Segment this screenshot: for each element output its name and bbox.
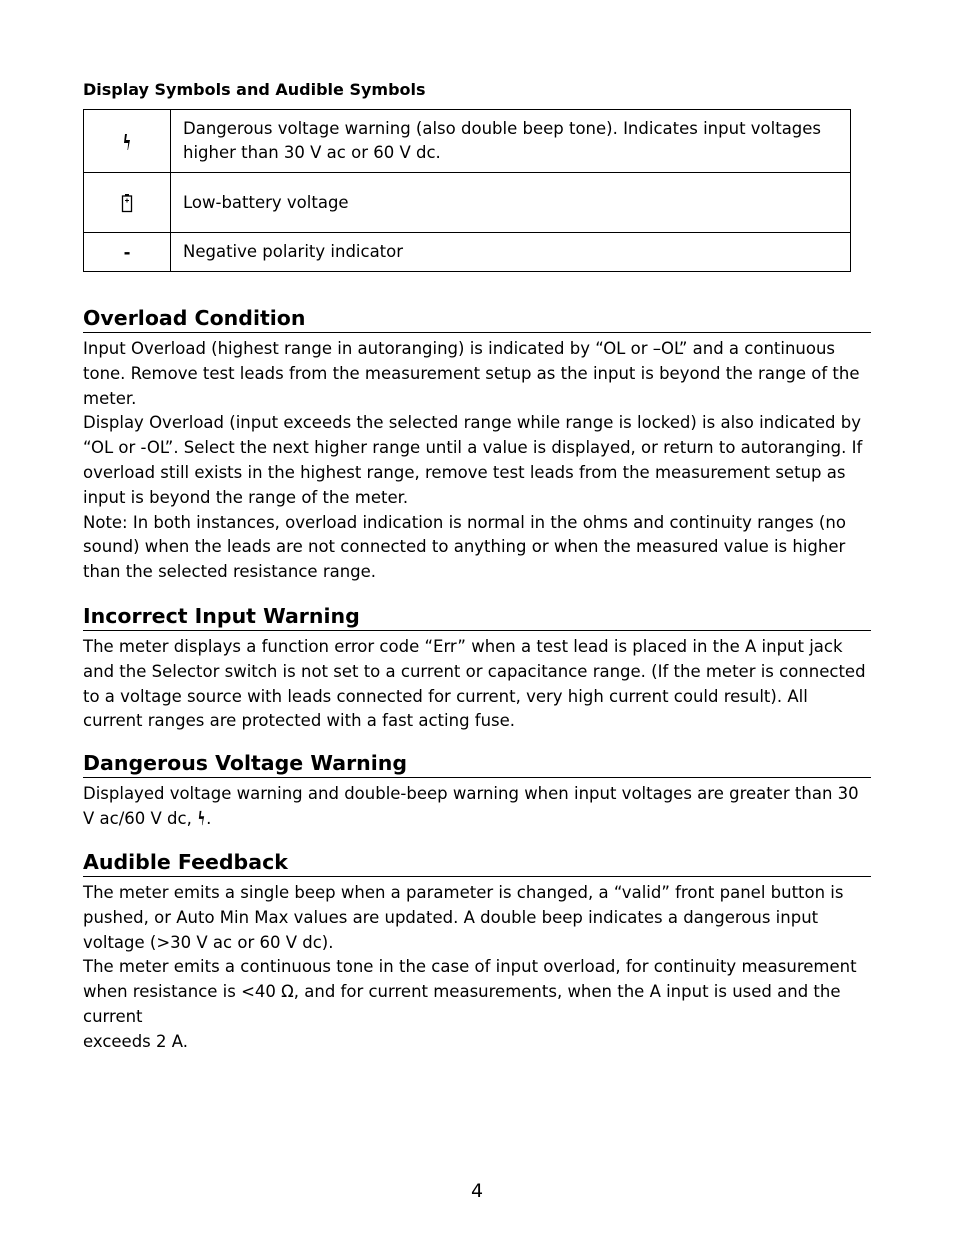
- paragraph: The meter displays a function error code “Err” when a test lead is placed in the A input jack and the Selector switch is not set to a current or capacitance range. (If the meter is connected to a voltage source with leads connected for current, very high current could result). All current ranges are protected with a fast acting fuse.: [83, 637, 866, 731]
- section-overload-condition: [83, 305, 871, 585]
- negative-polarity-symbol: -: [84, 233, 171, 272]
- paragraph-text: .: [206, 808, 212, 828]
- paragraph: [83, 782, 871, 832]
- paragraph: The meter emits a continuous tone in the case of input overload, for continuity measurement when resistance is <40 Ω, and for current measurements, when the A input is used and the current: [83, 957, 857, 1026]
- section-heading: Audible Feedback: [83, 849, 871, 877]
- paragraph-text: Displayed voltage warning and double-beep warning when input voltages are greater than 30 V ac/60 V dc,: [83, 784, 859, 828]
- section-incorrect-input-warning: [83, 603, 871, 734]
- paragraph: Input Overload (highest range in autoranging) is indicated by “OL or –OL” and a continuous tone. Remove test leads from the measurement setup as the input is beyond the range of the meter.: [83, 339, 860, 408]
- symbols-table-title: Display Symbols and Audible Symbols: [83, 80, 426, 99]
- section-dangerous-voltage-warning: [83, 750, 871, 832]
- table-row: [84, 110, 851, 173]
- section-heading: Dangerous Voltage Warning: [83, 750, 871, 778]
- lightning-bolt-icon: [122, 131, 132, 150]
- lightning-bolt-icon: [197, 809, 206, 828]
- battery-icon: [121, 192, 133, 211]
- paragraph: Display Overload (input exceeds the selected range while range is locked) is also indicated by “OL or -OL”. Select the next higher range until a value is displayed, or return to autoranging. If overload still exists in the highest range, remove test leads from the measurement setup as input is beyond the range of the meter.: [83, 413, 863, 507]
- symbols-table: [83, 109, 851, 272]
- section-body: [83, 631, 871, 734]
- symbol-description: Dangerous voltage warning (also double beep tone). Indicates input voltages higher than 30 V ac or 60 V dc.: [171, 110, 851, 173]
- paragraph: Note: In both instances, overload indication is normal in the ohms and continuity ranges (no sound) when the leads are not connected to anything or when the measured value is higher than the selected resistance range.: [83, 512, 846, 582]
- symbol-description: Low-battery voltage: [171, 173, 851, 233]
- paragraph: The meter emits a single beep when a parameter is changed, a “valid” front panel button is pushed, or Auto Min Max values are updated. A double beep indicates a dangerous input voltage (>30 V ac or 60 V dc).: [83, 883, 844, 952]
- section-body: [83, 333, 871, 585]
- table-row: [84, 173, 851, 233]
- table-row: [84, 233, 851, 272]
- section-audible-feedback: [83, 849, 871, 1055]
- page-number: 4: [470, 1180, 484, 1202]
- paragraph: exceeds 2 A.: [83, 1031, 189, 1051]
- section-body: [83, 877, 871, 1055]
- section-body: [83, 778, 871, 832]
- section-heading: Overload Condition: [83, 305, 871, 333]
- section-heading: Incorrect Input Warning: [83, 603, 871, 631]
- symbol-description: Negative polarity indicator: [171, 233, 851, 272]
